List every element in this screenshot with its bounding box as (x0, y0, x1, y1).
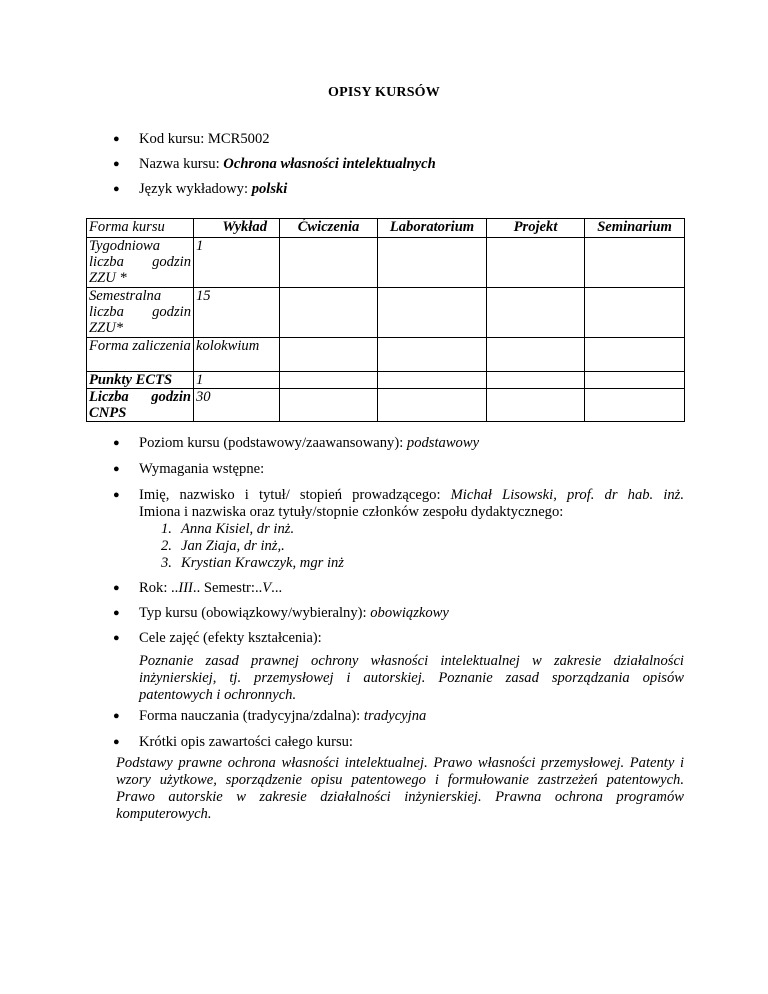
course-name (139, 156, 436, 173)
bullet-icon: ● (113, 736, 120, 748)
list-item: 1. Anna Kisiel, dr inż. (161, 521, 295, 537)
table-cell (378, 372, 487, 389)
teaching-form-label: Forma nauczania (tradycyjna/zdalna): (139, 708, 364, 724)
table-cell (585, 372, 685, 389)
cell-wyklad: 1 (194, 238, 280, 288)
table-cell (487, 372, 585, 389)
table-cell (280, 338, 378, 372)
bullet-icon: ● (113, 582, 120, 594)
table-header-cell: Seminarium (585, 219, 685, 238)
table-header-row (87, 219, 685, 238)
lecturer-label: Imię, nazwisko i tytuł/ stopień prowadzącego: (139, 487, 451, 503)
course-name-value: Ochrona własności intelektualnych (223, 156, 436, 172)
description-label: Krótki opis zawartości całego kursu: (139, 734, 353, 750)
semester-label: .. Semestr:.. (192, 580, 263, 596)
row-label: Liczba godzin CNPS (87, 389, 194, 422)
row-label: Tygodniowa liczba godzin ZZU * (87, 238, 194, 288)
table-cell (280, 288, 378, 338)
course-code-label: Kod kursu: (139, 131, 208, 147)
table-cell (487, 338, 585, 372)
table-cell (585, 238, 685, 288)
description-text: Podstawy prawne ochrona własności intelektualnej. Prawo własności przemysłowej. Patenty i wzory użytkowe, sporządzenie opisu patentowego i formułowanie zastrzeżeń patentowych. Prawo autorskie w zakresie działalności inżynierskiej. Prawna ochrona programów komputerowych. (116, 755, 684, 822)
cell-wyklad: 15 (194, 288, 280, 338)
lecturer-line (139, 487, 684, 504)
bullet-icon: ● (113, 133, 120, 145)
bullet-icon: ● (113, 158, 120, 170)
team-member: Jan Ziaja, dr inż,. (181, 538, 285, 554)
course-type-value: obowiązkowy (370, 605, 449, 621)
year-value: III (178, 580, 193, 596)
course-type-label: Typ kursu (obowiązkowy/wybieralny): (139, 605, 371, 621)
bullet-icon: ● (113, 710, 120, 722)
table-row (87, 389, 685, 422)
table-cell (487, 389, 585, 422)
table-header-cell (87, 219, 194, 238)
prerequisites: Wymagania wstępne: (139, 461, 265, 477)
bullet-icon: ● (113, 463, 120, 475)
list-item: 2. Jan Ziaja, dr inż,. (161, 538, 285, 554)
table-cell (378, 389, 487, 422)
teaching-form-value: tradycyjna (363, 708, 427, 724)
year-label: Rok: .. (139, 580, 179, 596)
team-label: Imiona i nazwiska oraz tytuły/stopnie członków zespołu dydaktycznego: (139, 504, 564, 520)
semester-value: V (262, 580, 272, 596)
cell-wyklad: 30 (194, 389, 280, 422)
goals-text: Poznanie zasad prawnej ochrony własności intelektualnej w zakresie działalności inżynierskiej, tj. przemysłowej i autorskiej. Poznanie zasad sporządzania opisów patentowych i ochronnych. (139, 653, 684, 703)
course-level-value: podstawowy (406, 435, 480, 451)
course-language-label: Język wykładowy: (139, 181, 252, 197)
lecturer-info (139, 487, 684, 521)
bullet-icon: ● (113, 632, 120, 644)
bullet-icon: ● (113, 607, 120, 619)
course-language (139, 181, 287, 198)
table-cell (280, 389, 378, 422)
course-level-label: Poziom kursu (podstawowy/zaawansowany): (139, 435, 407, 451)
course-type (139, 605, 449, 622)
course-level (139, 435, 479, 452)
table-cell (378, 238, 487, 288)
table-cell (585, 338, 685, 372)
table-cell (378, 338, 487, 372)
page-title: OPISY KURSÓW (328, 85, 440, 100)
table-row (87, 338, 685, 372)
row-label: Punkty ECTS (87, 372, 194, 389)
year-semester (139, 580, 282, 597)
cell-wyklad: 1 (194, 372, 280, 389)
table-cell (378, 288, 487, 338)
table-row (87, 288, 685, 338)
table-cell (280, 238, 378, 288)
table-cell (487, 238, 585, 288)
list-item: 3. Krystian Krawczyk, mgr inż (161, 555, 344, 571)
row-label: Forma zaliczenia (87, 338, 194, 372)
course-code (139, 131, 270, 148)
lecturer-value: Michał Lisowski, prof. dr hab. inż. (450, 487, 684, 503)
table-cell (585, 288, 685, 338)
course-language-value: polski (251, 181, 288, 197)
course-form-table (86, 218, 685, 422)
bullet-icon: ● (113, 437, 120, 449)
table-header-cell: Projekt (487, 219, 585, 238)
course-code-value: MCR5002 (207, 131, 270, 147)
table-cell (487, 288, 585, 338)
goals-label: Cele zajęć (efekty kształcenia): (139, 630, 322, 646)
bullet-icon: ● (113, 183, 120, 195)
table-header-cell: Wykład (194, 219, 280, 238)
teaching-form (139, 708, 426, 725)
table-cell (280, 372, 378, 389)
bullet-icon: ● (113, 489, 120, 501)
team-member: Krystian Krawczyk, mgr inż (181, 555, 344, 571)
table-cell (585, 389, 685, 422)
table-row (87, 238, 685, 288)
team-list (161, 521, 344, 572)
team-member: Anna Kisiel, dr inż. (181, 521, 295, 537)
header-forma-kursu: Forma kursu (89, 219, 165, 235)
course-name-label: Nazwa kursu: (139, 156, 224, 172)
row-label: Semestralna liczba godzin ZZU* (87, 288, 194, 338)
semester-tail: ... (271, 580, 283, 596)
cell-wyklad: kolokwium (194, 338, 280, 372)
table-row (87, 372, 685, 389)
table-header-cell: Ćwiczenia (280, 219, 378, 238)
table-header-cell: Laboratorium (378, 219, 487, 238)
